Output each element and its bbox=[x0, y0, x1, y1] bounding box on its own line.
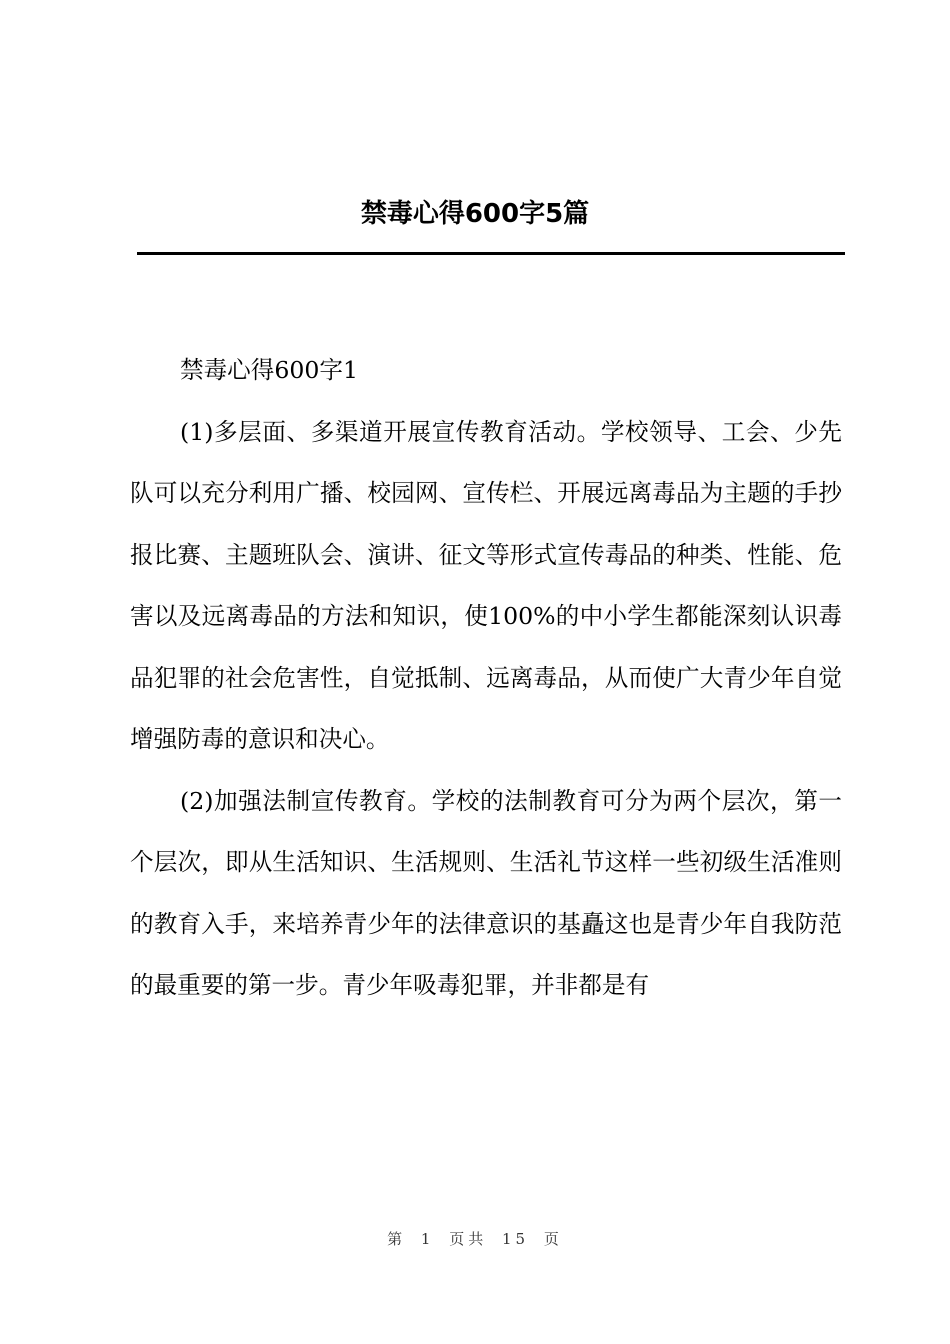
section-heading: 禁毒心得600字1 bbox=[180, 356, 359, 384]
document-body bbox=[130, 340, 842, 1017]
page-number-footer: 第 1 页共 15 页 bbox=[387, 1230, 563, 1248]
document-title: 禁毒心得600字5篇 bbox=[360, 199, 590, 229]
paragraph-2: (2)加强法制宣传教育。学校的法制教育可分为两个层次，第一个层次，即从生活知识、生活规则、生活礼节这样一些初级生活准则的教育入手，来培养青少年的法律意识的基矗这也是青少年自我防范的最重要的第一步。青少年吸毒犯罪，并非都是有 bbox=[130, 786, 842, 999]
paragraph-1: (1)多层面、多渠道开展宣传教育活动。学校领导、工会、少先队可以充分利用广播、校园网、宣传栏、开展远离毒品为主题的手抄报比赛、主题班队会、演讲、征文等形式宣传毒品的种类、性能、危害以及远离毒品的方法和知识，使100%的中小学生都能深刻认识毒品犯罪的社会危害性，自觉抵制、远离毒品，从而使广大青少年自觉增强防毒的意识和决心。 bbox=[130, 417, 842, 753]
title-divider bbox=[137, 252, 845, 255]
